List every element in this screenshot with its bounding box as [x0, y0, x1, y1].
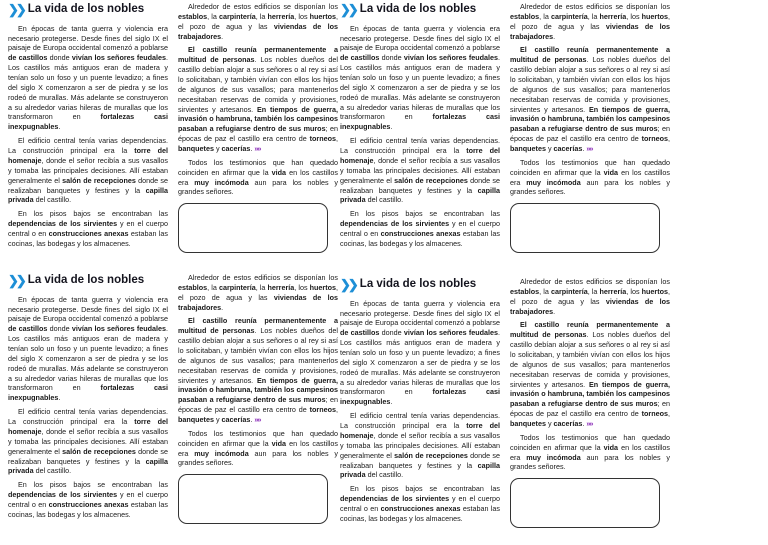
paragraph: El edificio central tenía varias dependencias. La construcción principal era la torre del homenaje, donde el señor recibía a sus vasallos y tomaba las principales decisiones. Allí estaban generalmente el salón de recepciones donde se realizaban banquetes y festines y la capilla privada del castillo.	[8, 407, 169, 476]
paragraph: Alrededor de estos edificios se disponían los establos, la carpintería, la herrería, los huertos, el pozo de agua y las viviendas de los trabajadores.	[510, 277, 671, 316]
paragraph: El edificio central tenía varias dependencias. La construcción principal era la torre del homenaje, donde el señor recibía a sus vasallos y tomaba las principales decisiones. Allí estaban generalmente el salón de recepciones donde se realizaban banquetes y festines y la capilla privada del castillo.	[340, 136, 501, 205]
paragraph-text: El castillo reunía permanentemente a multitud de personas. Los nobles dueños del castillo debían alojar a sus señores o al rey si así lo solicitaban, y también vivían con ellos los hijos de algunos de sus vasallos; para mantenerlos necesitaban reservas de comida y provisiones, sirvientes y artesanos. En tiempos de guerra, invasión o hambruna, también los campesinos pasaban a refugiarse dentro de sus muros; en épocas de paz el castillo era centro de torneos, banquetes y cacerías.	[510, 45, 670, 154]
paragraph: En los pisos bajos se encontraban las dependencias de los sirvientes y en el cuerpo central o en construcciones anexas estaban las cocinas, las bodegas y los almacenes.	[340, 209, 501, 248]
column-left	[8, 2, 168, 270]
paragraph	[178, 316, 338, 424]
answer-box	[510, 478, 660, 528]
paragraph: En los pisos bajos se encontraban las dependencias de los sirvientes y en el cuerpo central o en construcciones anexas estaban las cocinas, las bodegas y los almacenes.	[8, 209, 169, 248]
paragraph: En los pisos bajos se encontraban las dependencias de los sirvientes y en el cuerpo central o en construcciones anexas estaban las cocinas, las bodegas y los almacenes.	[340, 484, 501, 523]
paragraph-text: El castillo reunía permanentemente a multitud de personas. Los nobles dueños del castillo debían alojar a sus señores o al rey si así lo solicitaban, y también vivían con ellos los hijos de algunos de sus vasallos; para mantenerlos necesitaban reservas de comida y provisiones, sirvientes y artesanos. En tiempos de guerra, invasión o hambruna, también los campesinos pasaban a refugiarse dentro de sus muros; en épocas de paz el castillo era centro de torneos, banquetes y cacerías.	[510, 320, 670, 429]
article-title	[340, 277, 500, 293]
column-left	[340, 277, 500, 545]
article-title	[340, 2, 500, 18]
paragraph-text: El castillo reunía permanentemente a multitud de personas. Los nobles dueños del castillo debían alojar a sus señores o al rey si así lo solicitaban, y también vivían con ellos los hijos de algunos de sus vasallos; para mantenerlos necesitaban reservas de comida y provisiones, sirvientes y artesanos. En tiempos de guerra, invasión o hambruna, también los campesinos pasaban a refugiarse dentro de sus muros; en épocas de paz el castillo era centro de torneos, banquetes y cacerías.	[178, 45, 338, 154]
double-chevron-right-icon: ❯❯	[8, 273, 24, 289]
column-right	[178, 2, 338, 270]
continue-arrows-icon: »»	[254, 144, 261, 154]
paragraph: El edificio central tenía varias dependencias. La construcción principal era la torre del homenaje, donde el señor recibía a sus vasallos y tomaba las principales decisiones. Allí estaban generalmente el salón de recepciones donde se realizaban banquetes y festines y la capilla privada del castillo.	[8, 136, 169, 205]
article-title-text: La vida de los nobles	[359, 3, 477, 15]
paragraph: En los pisos bajos se encontraban las dependencias de los sirvientes y en el cuerpo central o en construcciones anexas estaban las cocinas, las bodegas y los almacenes.	[8, 480, 169, 519]
double-chevron-right-icon: ❯❯	[340, 277, 356, 293]
paragraph: Todos los testimonios que han quedado coinciden en afirmar que la vida en los castillos era muy incómoda aun para los nobles y grandes señores.	[510, 432, 670, 472]
paragraph: Todos los testimonios que han quedado coinciden en afirmar que la vida en los castillos era muy incómoda aun para los nobles y grandes señores.	[178, 157, 338, 197]
paragraph: En épocas de tanta guerra y violencia era necesario protegerse. Desde fines del siglo IX el paisaje de Europa occidental comenzó a poblarse de castillos donde vivían los señores feudales. Los castillos más antiguos eran de madera y tenían solo un foso y un puente levadizo; a fines del siglo X comenzaron a ser de piedra y se los rodeó de murallas. Más adelante se construyeron a su alrededor varias hileras de murallas que los transformaron en fortalezas casi inexpugnables.	[340, 298, 501, 407]
article-title	[8, 2, 168, 18]
paragraph: Alrededor de estos edificios se disponían los establos, la carpintería, la herrería, los huertos, el pozo de agua y las viviendas de los trabajadores.	[178, 273, 339, 312]
continue-arrows-icon: »»	[254, 415, 261, 425]
article-card	[8, 273, 338, 541]
paragraph: En épocas de tanta guerra y violencia era necesario protegerse. Desde fines del siglo IX el paisaje de Europa occidental comenzó a poblarse de castillos donde vivían los señores feudales. Los castillos más antiguos eran de madera y tenían solo un foso y un puente levadizo; a fines del siglo X comenzaron a ser de piedra y se los rodeó de murallas. Más adelante se construyeron a su alrededor varias hileras de murallas que los transformaron en fortalezas casi inexpugnables.	[8, 294, 169, 403]
paragraph: Todos los testimonios que han quedado coinciden en afirmar que la vida en los castillos era muy incómoda aun para los nobles y grandes señores.	[178, 428, 338, 468]
column-right	[510, 2, 670, 270]
article-title-text: La vida de los nobles	[27, 3, 145, 15]
column-right	[178, 273, 338, 541]
paragraph: En épocas de tanta guerra y violencia era necesario protegerse. Desde fines del siglo IX el paisaje de Europa occidental comenzó a poblarse de castillos donde vivían los señores feudales. Los castillos más antiguos eran de madera y tenían solo un foso y un puente levadizo; a fines del siglo X comenzaron a ser de piedra y se los rodeó de murallas. Más adelante se construyeron a su alrededor varias hileras de murallas que los transformaron en fortalezas casi inexpugnables.	[340, 23, 501, 132]
continue-arrows-icon: »»	[586, 144, 593, 154]
double-chevron-right-icon: ❯❯	[340, 2, 356, 18]
paragraph: Alrededor de estos edificios se disponían los establos, la carpintería, la herrería, los huertos, el pozo de agua y las viviendas de los trabajadores.	[178, 2, 339, 41]
column-right	[510, 277, 670, 545]
article-card	[8, 2, 338, 270]
article-title-text: La vida de los nobles	[359, 278, 477, 290]
article-card	[340, 2, 670, 270]
paragraph: En épocas de tanta guerra y violencia era necesario protegerse. Desde fines del siglo IX el paisaje de Europa occidental comenzó a poblarse de castillos donde vivían los señores feudales. Los castillos más antiguos eran de madera y tenían solo un foso y un puente levadizo; a fines del siglo X comenzaron a ser de piedra y se los rodeó de murallas. Más adelante se construyeron a su alrededor varias hileras de murallas que los transformaron en fortalezas casi inexpugnables.	[8, 23, 169, 132]
column-left	[340, 2, 500, 270]
paragraph: Todos los testimonios que han quedado coinciden en afirmar que la vida en los castillos era muy incómoda aun para los nobles y grandes señores.	[510, 157, 670, 197]
paragraph: El edificio central tenía varias dependencias. La construcción principal era la torre del homenaje, donde el señor recibía a sus vasallos y tomaba las principales decisiones. Allí estaban generalmente el salón de recepciones donde se realizaban banquetes y festines y la capilla privada del castillo.	[340, 411, 501, 480]
article-card	[340, 277, 670, 545]
double-chevron-right-icon: ❯❯	[8, 2, 24, 18]
article-title-text: La vida de los nobles	[27, 274, 145, 286]
column-left	[8, 273, 168, 541]
paragraph	[510, 320, 670, 428]
paragraph	[178, 45, 338, 153]
paragraph	[510, 45, 670, 153]
answer-box	[510, 203, 660, 253]
continue-arrows-icon: »»	[586, 419, 593, 429]
article-title	[8, 273, 168, 289]
paragraph-text: El castillo reunía permanentemente a multitud de personas. Los nobles dueños del castillo debían alojar a sus señores o al rey si así lo solicitaban, y también vivían con ellos los hijos de algunos de sus vasallos; para mantenerlos necesitaban reservas de comida y provisiones, sirvientes y artesanos. En tiempos de guerra, invasión o hambruna, también los campesinos pasaban a refugiarse dentro de sus muros; en épocas de paz el castillo era centro de torneos, banquetes y cacerías.	[178, 316, 338, 425]
paragraph: Alrededor de estos edificios se disponían los establos, la carpintería, la herrería, los huertos, el pozo de agua y las viviendas de los trabajadores.	[510, 2, 671, 41]
answer-box	[178, 474, 328, 524]
answer-box	[178, 203, 328, 253]
